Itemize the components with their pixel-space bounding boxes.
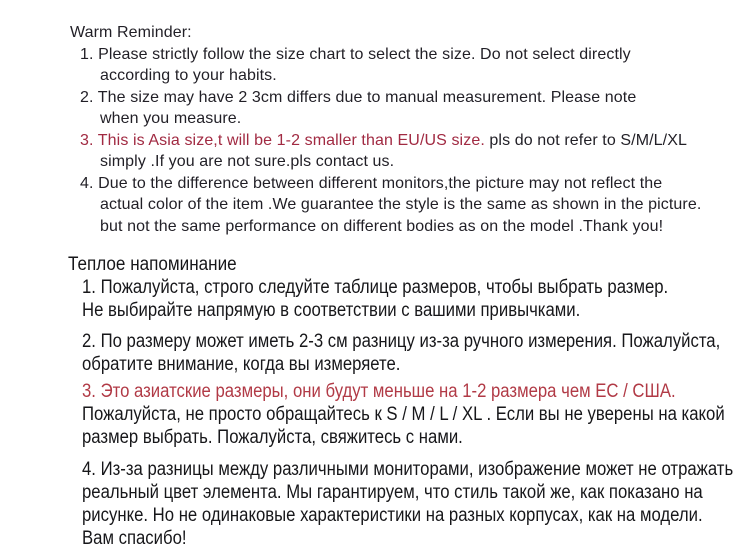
russian-thank-you: Вам спасибо! <box>82 528 187 549</box>
english-item-3-tail: pls do not refer to S/M/L/XL <box>484 131 687 149</box>
russian-item-4-line-3: рисунке. Но не одинаковые характеристики на разных корпусах, как на модели. <box>82 505 703 526</box>
russian-item-4-line-2: реальный цвет элемента. Мы гарантируем, что стиль такой же, как показано на <box>82 482 703 503</box>
asia-size-warning-ru: 3. Это азиатские размеры, они будут меньше на 1-2 размера чем ЕС / США. <box>82 381 676 402</box>
english-section <box>0 0 750 237</box>
russian-item-1-line-1: 1. Пожалуйста, строго следуйте таблице размеров, чтобы выбрать размер. <box>82 277 669 298</box>
russian-item-4 <box>0 458 750 550</box>
english-item-3-line-2: simply .If you are not sure.pls contact us. <box>100 153 395 170</box>
english-item-2-line-2: when you measure. <box>100 110 242 127</box>
russian-item-2-line-1: 2. По размеру может иметь 2-3 см разницу из-за ручного измерения. Пожалуйста, <box>82 331 721 352</box>
russian-item-3-line-3: размер выбрать. Пожалуйста, свяжитесь с нами. <box>82 427 463 448</box>
russian-item-3 <box>0 380 750 449</box>
english-item-2-line-1: 2. The size may have 2 3cm differs due to manual measurement. Please note <box>80 88 637 106</box>
english-item-4-line-3: but not the same performance on different bodies as on the model .Thank you! <box>100 217 664 235</box>
russian-item-2 <box>0 330 750 376</box>
russian-item-1-line-2: Не выбирайте напрямую в соответствии с вашими привычками. <box>82 300 581 321</box>
english-title: Warm Reminder: <box>70 24 192 41</box>
russian-item-4-line-1: 4. Из-за разницы между различными мониторами, изображение может не отражать <box>82 459 734 480</box>
russian-title: Теплое напоминание <box>68 254 237 275</box>
russian-item-1 <box>0 276 750 322</box>
russian-item-2-line-2: обратите внимание, когда вы измеряете. <box>82 354 401 375</box>
english-item-4-line-2: actual color of the item .We guarantee the style is the same as shown in the picture. <box>100 196 702 213</box>
english-item-1-line-1: 1. Please strictly follow the size chart to select the size. Do not select directly <box>80 45 631 63</box>
english-item-4-line-1: 4. Due to the difference between different monitors,the picture may not reflect the <box>80 174 663 192</box>
russian-section <box>0 253 750 550</box>
english-item-1-line-2: according to your habits. <box>100 67 277 84</box>
asia-size-warning-en: 3. This is Asia size,t will be 1-2 smaller than EU/US size. <box>80 131 485 149</box>
english-item-3-line-1 <box>80 130 750 152</box>
russian-item-3-line-2: Пожалуйста, не просто обращайтесь к S / M / L / XL . Если вы не уверены на какой <box>82 404 725 425</box>
